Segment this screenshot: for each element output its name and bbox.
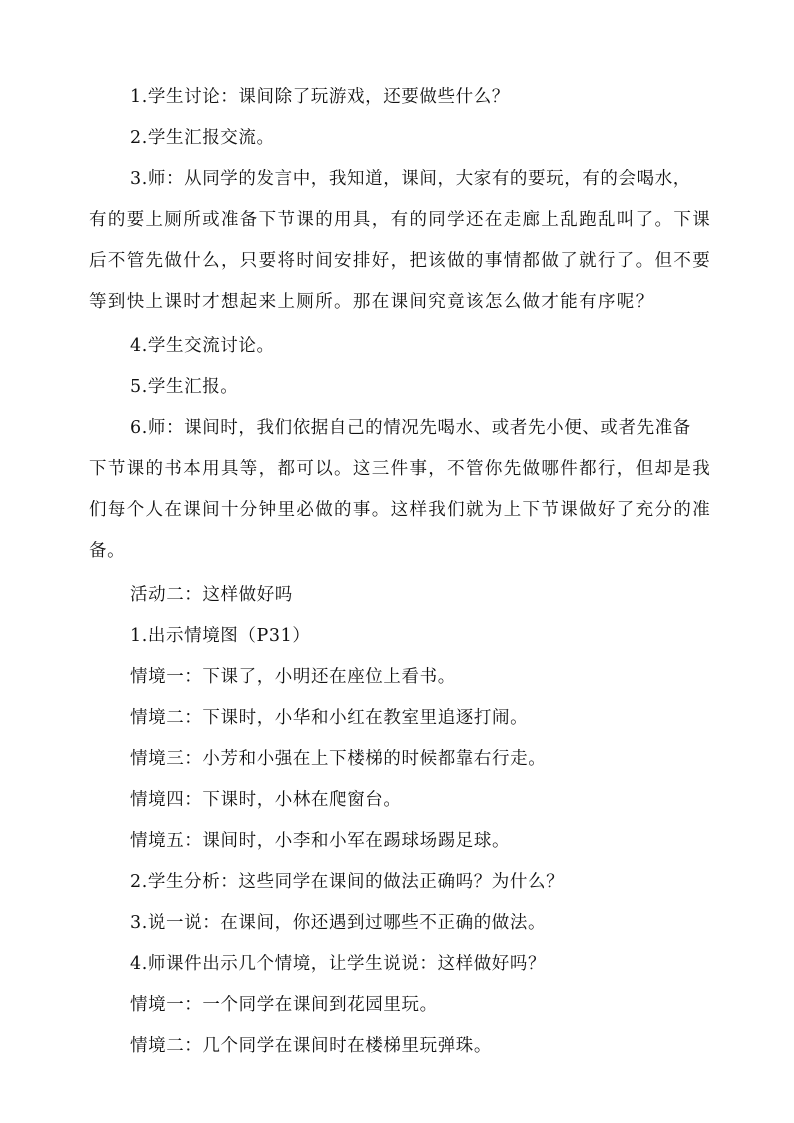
- paragraph-4: 4.学生交流讨论。: [130, 336, 275, 356]
- paragraph-6-line-3: 们每个人在课间十分钟里必做的事。这样我们就为上下节课做好了充分的准: [89, 500, 712, 520]
- list-item: 3.说一说：在课间，你还遇到过哪些不正确的做法。: [130, 913, 547, 933]
- scenario-5: 情境五：课间时，小李和小军在踢球场踢足球。: [130, 831, 511, 851]
- scenario-extra-2: 情境二：几个同学在课间时在楼梯里玩弹珠。: [130, 1036, 492, 1056]
- paragraph-1: 1.学生讨论：课间除了玩游戏，还要做些什么？: [130, 87, 510, 107]
- paragraph-2: 2.学生汇报交流。: [130, 128, 275, 148]
- paragraph-3-line-2: 有的要上厕所或准备下节课的用具，有的同学还在走廊上乱跑乱叫了。下课: [89, 210, 712, 230]
- list-item: 2.学生分析：这些同学在课间的做法正确吗？为什么？: [130, 872, 565, 892]
- paragraph-6-line-1: 6.师：课间时，我们依据自己的情况先喝水、或者先小便、或者先准备: [130, 418, 691, 438]
- paragraph-6-line-2: 下节课的书本用具等，都可以。这三件事，不管你先做哪件都行，但却是我: [89, 459, 712, 479]
- scenario-2: 情境二：下课时，小华和小红在教室里追逐打闹。: [130, 708, 529, 728]
- activity-heading: 活动二：这样做好吗: [130, 585, 293, 605]
- list-item: 4.师课件出示几个情境，让学生说说：这样做好吗？: [130, 954, 547, 974]
- paragraph-3-line-4: 等到快上课时才想起来上厕所。那在课间究竟该怎么做才能有序呢？: [89, 292, 655, 312]
- paragraph-5: 5.学生汇报。: [130, 377, 239, 397]
- paragraph-3-line-3: 后不管先做什么，只要将时间安排好，把该做的事情都做了就行了。但不要: [89, 251, 712, 271]
- scenario-1: 情境一：下课了，小明还在座位上看书。: [130, 667, 456, 687]
- scenario-3: 情境三：小芳和小强在上下楼梯的时候都靠右行走。: [130, 749, 547, 769]
- scenario-extra-1: 情境一：一个同学在课间到花园里玩。: [130, 995, 438, 1015]
- list-item: 1.出示情境图（P31）: [130, 626, 311, 646]
- paragraph-6-line-4: 备。: [89, 541, 126, 561]
- paragraph-3-line-1: 3.师：从同学的发言中，我知道，课间，大家有的要玩，有的会喝水，: [130, 169, 691, 189]
- scenario-4: 情境四：下课时，小林在爬窗台。: [130, 790, 402, 810]
